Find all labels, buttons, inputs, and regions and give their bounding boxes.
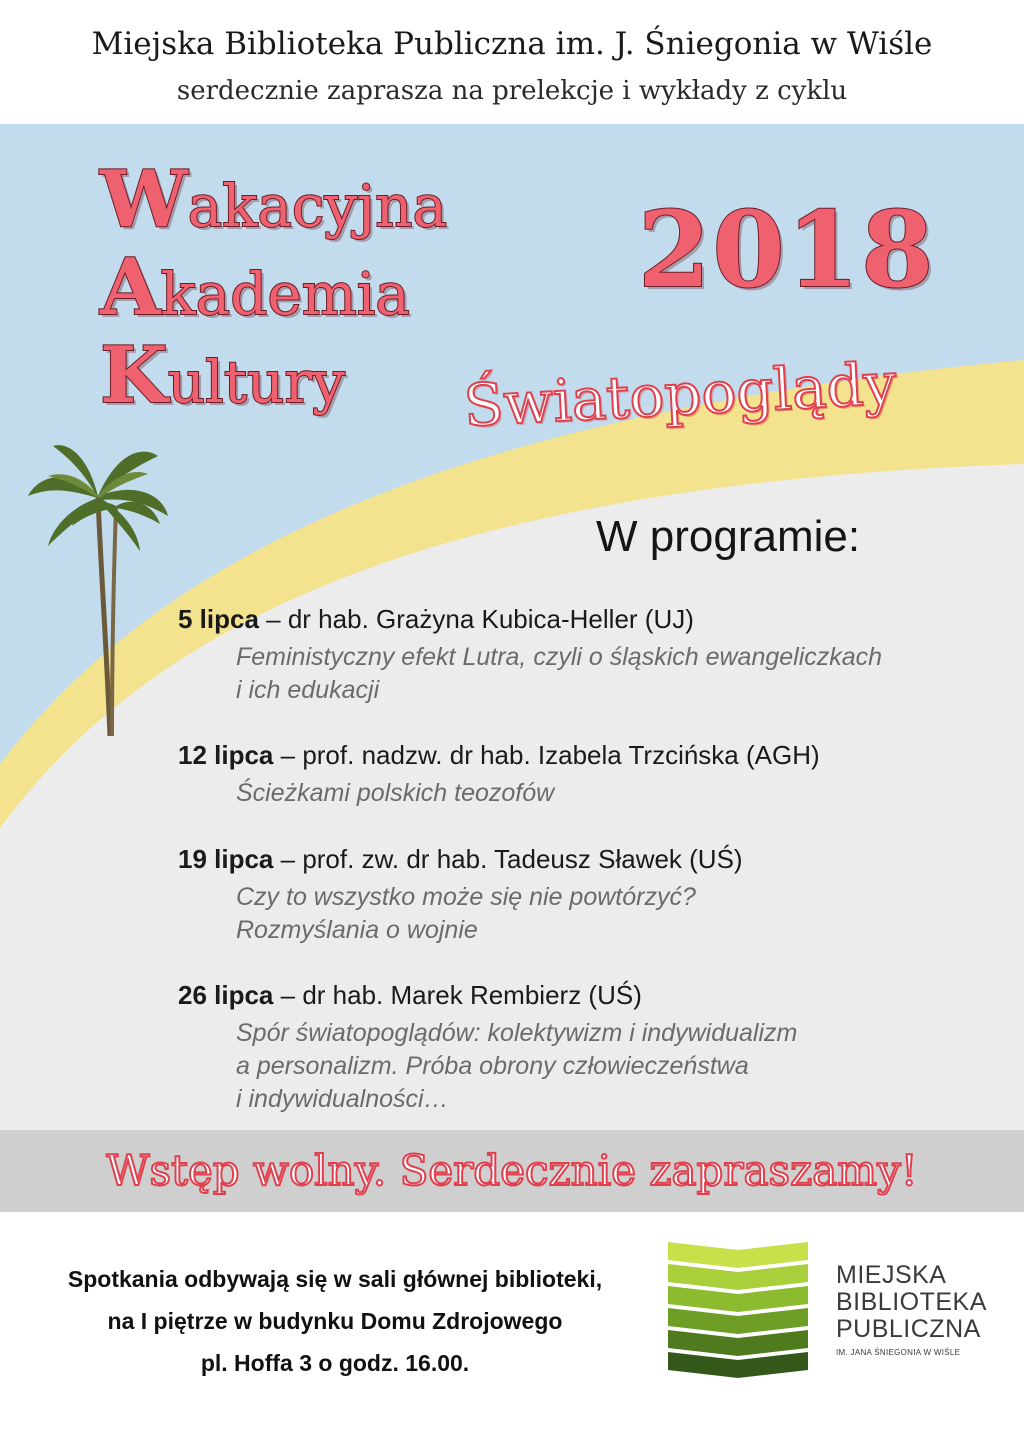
event-topic: Spór światopoglądów: kolektywizm i indywidualizm a personalizm. Próba obrony człowieczeństwa i indywidualności… <box>236 1019 798 1113</box>
event-topic: Czy to wszystko może się nie powtórzyć? Rozmyślania o wojnie <box>236 883 696 944</box>
event-date: 5 lipca <box>178 604 259 634</box>
palm-tree-icon <box>28 436 168 736</box>
library-name: Miejska Biblioteka Publiczna im. J. Śniegonia w Wiśle <box>91 26 933 62</box>
event-item <box>178 844 743 947</box>
title-line-kultury: Kultury <box>100 330 345 421</box>
event-speaker: – dr hab. Grażyna Kubica-Heller (UJ) <box>258 604 694 634</box>
event-date: 26 lipca <box>178 980 274 1010</box>
event-topic: Feministyczny efekt Lutra, czyli o śląskich ewangeliczkach i ich edukacji <box>236 643 883 704</box>
program-heading: W programie: <box>596 512 861 561</box>
event-speaker: – prof. nadzw. dr hab. Izabela Trzcińska (AGH) <box>273 740 820 770</box>
year: 2018 <box>638 188 936 311</box>
cycle-subtitle: Światopoglądy <box>462 349 898 440</box>
header <box>0 0 1024 124</box>
event-item <box>178 604 882 707</box>
event-date: 19 lipca <box>178 844 274 874</box>
hero-section <box>0 124 1024 1130</box>
library-logo-text: MIEJSKA BIBLIOTEKA PUBLICZNA IM. JANA ŚNIEGONIA W WIŚLE <box>836 1261 987 1357</box>
event-item <box>178 740 820 810</box>
event-speaker: – prof. zw. dr hab. Tadeusz Sławek (UŚ) <box>273 844 743 874</box>
title-line-akademia: Akademia <box>100 242 410 333</box>
event-date: 12 lipca <box>178 740 274 770</box>
books-chevron-icon <box>668 1242 818 1382</box>
venue-info: Spotkania odbywają się w sali głównej biblioteki, na I piętrze w budynku Domu Zdrojowego pl. Hoffa 3 o godz. 16.00. <box>67 1266 603 1376</box>
free-entry-band <box>0 1130 1024 1212</box>
event-speaker: – dr hab. Marek Rembierz (UŚ) <box>273 980 642 1010</box>
title-line-wakacyjna: Wakacyjna <box>100 154 448 245</box>
invitation-line: serdecznie zaprasza na prelekcje i wykłady z cyklu <box>176 76 848 106</box>
free-entry-text: Wstęp wolny. Serdecznie zapraszamy! <box>106 1146 918 1195</box>
event-item <box>178 980 797 1116</box>
event-topic: Ścieżkami polskich teozofów <box>236 779 555 807</box>
